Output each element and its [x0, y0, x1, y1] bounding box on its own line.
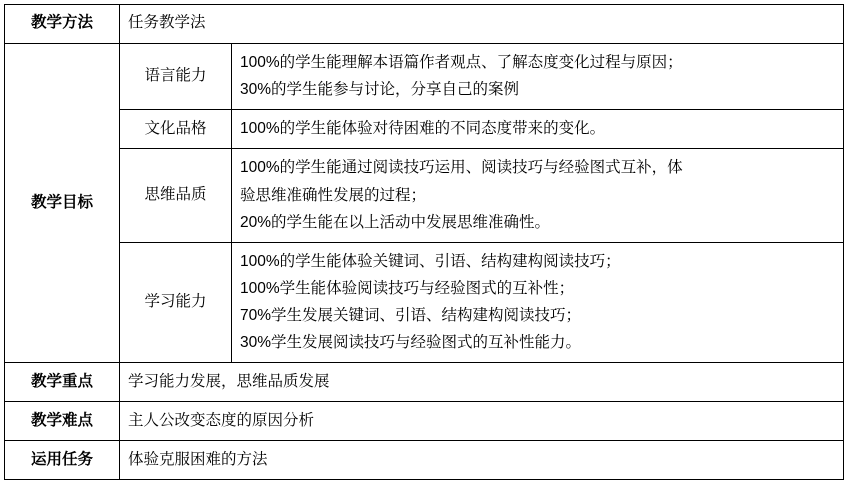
content-line: 20%的学生能在以上活动中发展思维准确性。: [240, 213, 551, 231]
content-line: 30%学生发展阅读技巧与经验图式的互补性能力。: [240, 334, 582, 352]
content-line: 100%的学生能体验关键词、引语、结构建构阅读技巧；: [240, 252, 621, 270]
table-row: [5, 363, 844, 402]
content-line: 100%的学生能体验对待困难的不同态度带来的变化。: [240, 120, 606, 138]
row-content-culture-character: [232, 110, 844, 149]
row-content-learning-ability: [232, 242, 844, 363]
subrow-label-culture-character: 文化品格: [120, 110, 232, 149]
row-content-thinking-quality: [232, 149, 844, 242]
table-row: [5, 44, 844, 110]
subrow-label-thinking-quality: 思维品质: [120, 149, 232, 242]
content-line: 验思维准确性发展的过程；: [240, 186, 427, 204]
row-label-application-task: 运用任务: [5, 441, 120, 480]
row-label-teaching-goal: 教学目标: [5, 44, 120, 363]
subrow-label-language-ability: 语言能力: [120, 44, 232, 110]
content-line: 100%的学生能理解本语篇作者观点、了解态度变化过程与原因；: [240, 54, 683, 71]
row-content-teaching-method: 任务教学法: [120, 5, 844, 44]
row-content-application-task: 体验克服困难的方法: [120, 441, 844, 480]
table-row: [5, 242, 844, 363]
row-content-language-ability: [232, 44, 844, 110]
subrow-label-learning-ability: 学习能力: [120, 242, 232, 363]
content-line: 30%的学生能参与讨论，分享自己的案例: [240, 81, 520, 99]
table-row: [5, 149, 844, 242]
lesson-plan-table: [4, 4, 844, 480]
table-row: [5, 441, 844, 480]
content-line: 100%的学生能通过阅读技巧运用、阅读技巧与经验图式互补，体: [240, 159, 683, 177]
table-row: [5, 5, 844, 44]
row-label-teaching-method: 教学方法: [5, 5, 120, 44]
row-label-teaching-difficulty: 教学难点: [5, 402, 120, 441]
row-content-teaching-focus: 学习能力发展，思维品质发展: [120, 363, 844, 402]
row-label-teaching-focus: 教学重点: [5, 363, 120, 402]
content-line: 100%学生能体验阅读技巧与经验图式的互补性；: [240, 279, 575, 297]
table-row: [5, 402, 844, 441]
content-line: 70%学生发展关键词、引语、结构建构阅读技巧；: [240, 307, 582, 324]
lesson-plan-sheet: [0, 4, 850, 468]
table-row: [5, 110, 844, 149]
row-content-teaching-difficulty: 主人公改变态度的原因分析: [120, 402, 844, 441]
